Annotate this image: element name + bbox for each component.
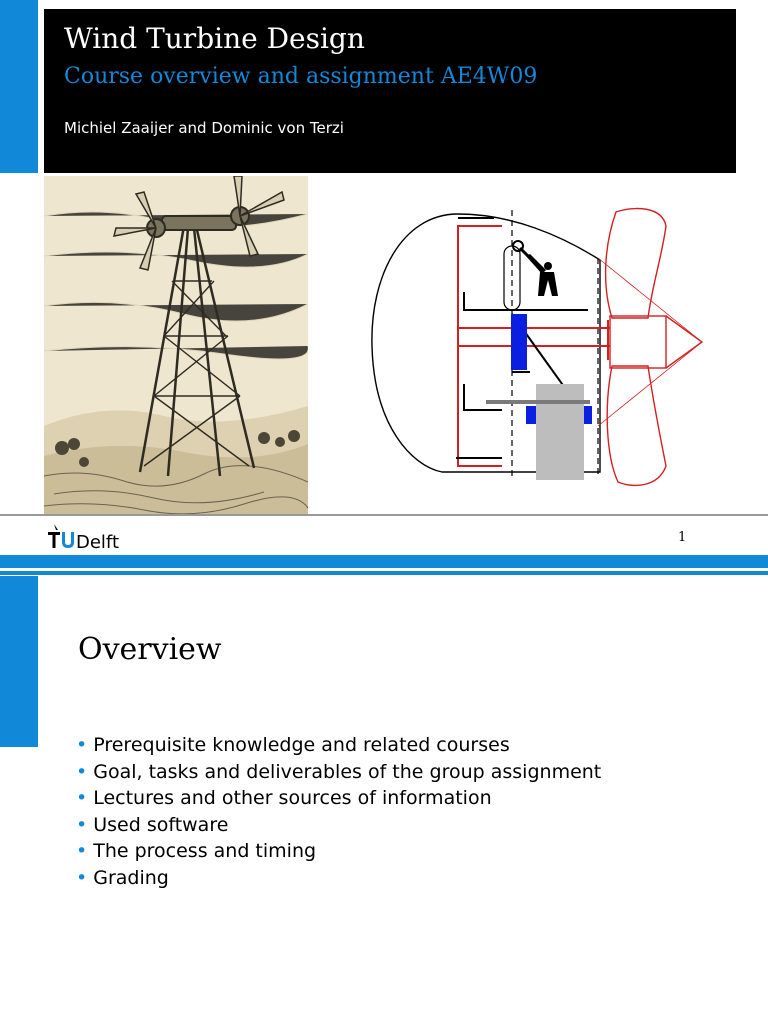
bullet-icon: •: [76, 760, 88, 783]
bullet-icon: •: [76, 840, 88, 863]
tudelft-flame-icon: [46, 522, 136, 550]
bullet-icon: •: [76, 813, 88, 836]
list-item: • Grading: [76, 866, 169, 889]
page-number: 1: [678, 530, 687, 545]
windmill-sketch-image: [44, 176, 308, 514]
slide-separator-line: [0, 571, 768, 575]
list-item: • Prerequisite knowledge and related courses: [76, 734, 510, 756]
bullet-icon: •: [76, 787, 88, 810]
slide-title: Wind Turbine Design: [64, 22, 365, 55]
authors: Michiel Zaaijer and Dominic von Terzi: [64, 119, 344, 137]
bullet-icon: •: [76, 734, 88, 756]
overview-title: Overview: [78, 632, 222, 667]
slide-subtitle: Course overview and assignment AE4W09: [64, 64, 538, 89]
overview-bullet-list: [76, 732, 601, 892]
tudelft-logo: [46, 522, 136, 550]
logo-text: Delft: [76, 532, 120, 550]
list-item: • Lectures and other sources of information: [76, 787, 492, 810]
nacelle-schematic-diagram: [362, 196, 706, 492]
list-item: • Goal, tasks and deliverables of the group assignment: [76, 760, 602, 783]
slide-separator-bar: [0, 555, 768, 568]
list-item: • The process and timing: [76, 840, 317, 863]
footer-divider: [0, 514, 768, 516]
list-item: • Used software: [76, 813, 229, 836]
bullet-icon: •: [76, 866, 88, 889]
slide1-accent-bar: [0, 0, 38, 173]
slide2-accent-bar: [0, 576, 38, 747]
